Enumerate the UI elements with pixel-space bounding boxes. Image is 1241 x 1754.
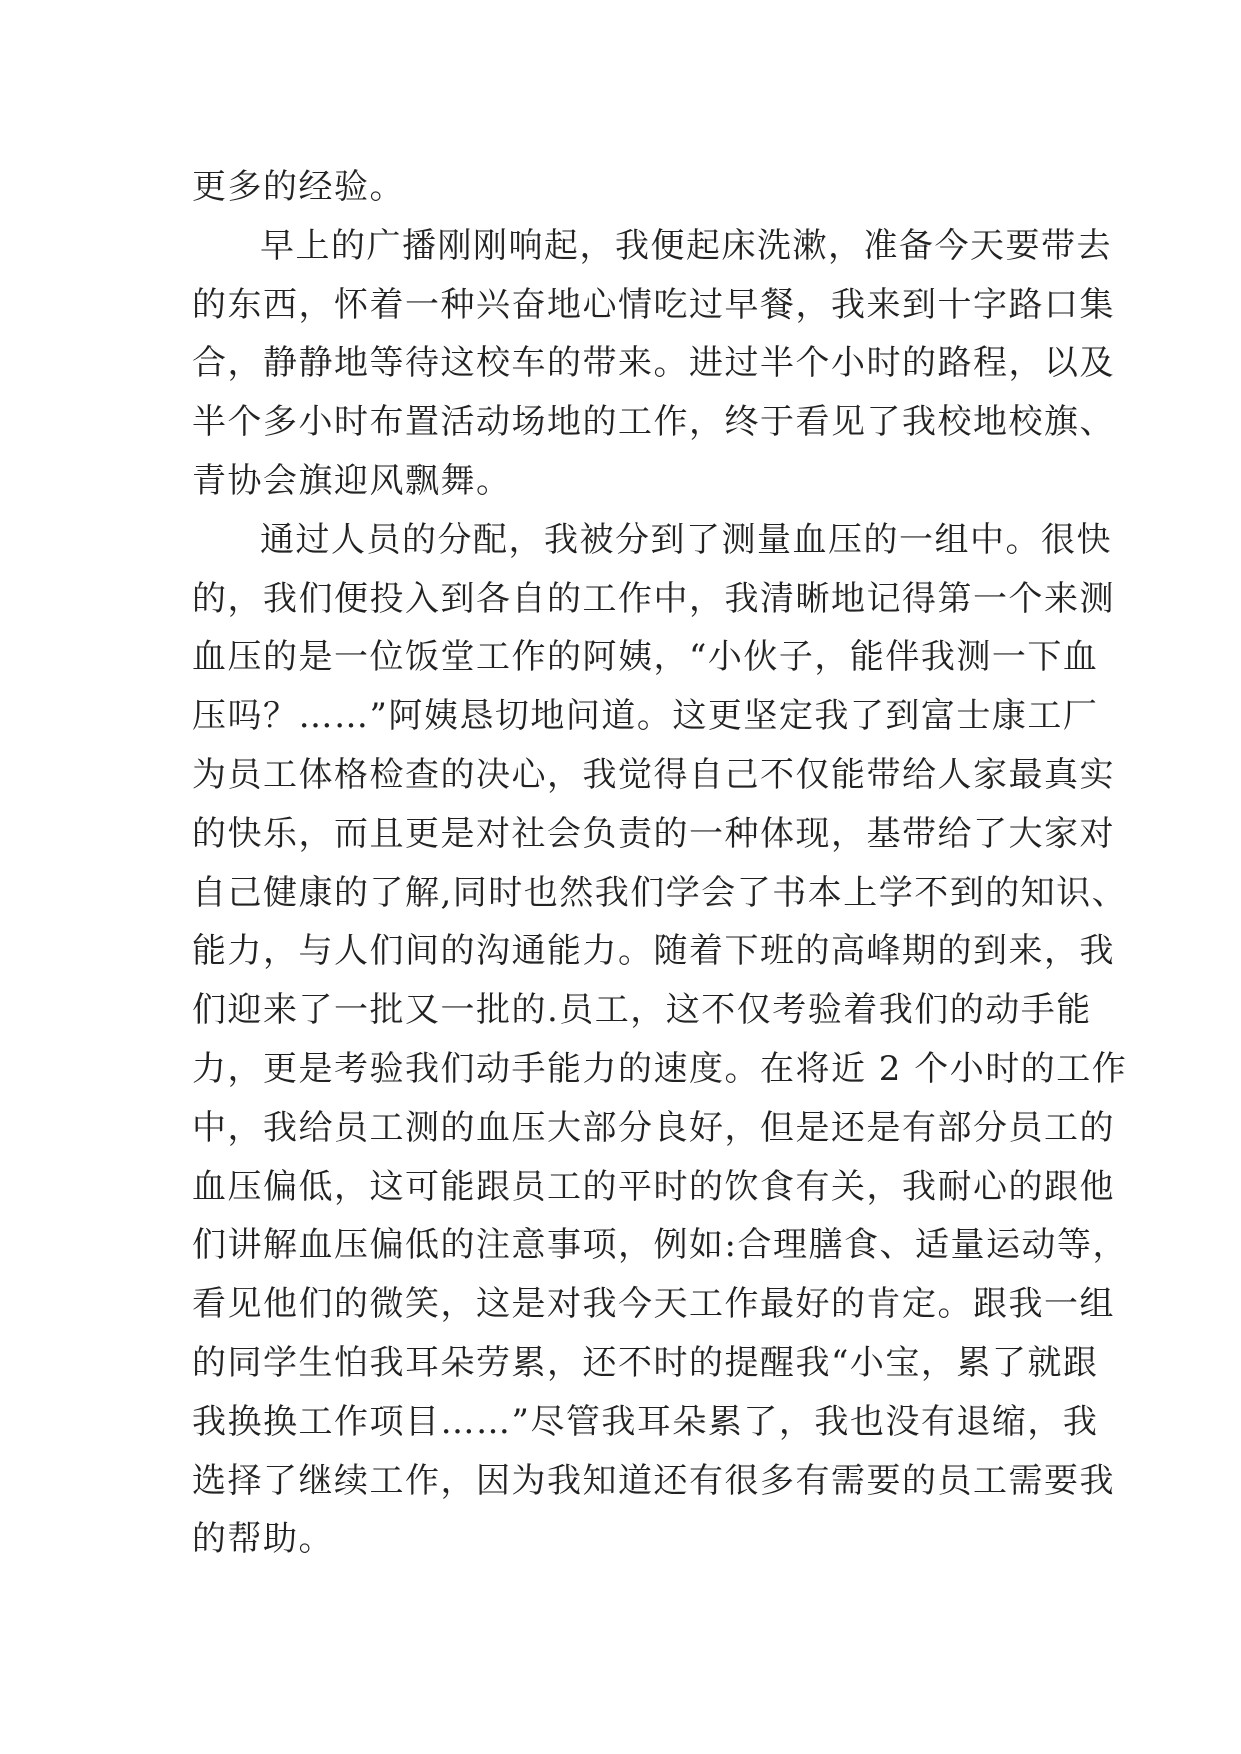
text-line: 为员工体格检查的决心，我觉得自己不仅能带给人家最真实 xyxy=(192,754,1115,795)
text-line: 的帮助。 xyxy=(192,1519,334,1560)
text-line: 压吗？……”阿姨恳切地问道。这更坚定我了到富士康工厂 xyxy=(192,696,1099,737)
paragraph-first-line: 通过人员的分配，我被分到了测量血压的一组中。很快 xyxy=(260,519,1112,560)
text-line: 半个多小时布置活动场地的工作，终于看见了我校地校旗、 xyxy=(192,402,1115,443)
text-line: 看见他们的微笑，这是对我今天工作最好的肯定。跟我一组 xyxy=(192,1284,1115,1325)
text-line: 自己健康的了解,同时也然我们学会了书本上学不到的知识、 xyxy=(192,872,1128,913)
text-line: 中，我给员工测的血压大部分良好，但是还是有部分员工的 xyxy=(192,1107,1115,1148)
text-line: 合，静静地等待这校车的带来。进过半个小时的路程，以及 xyxy=(192,343,1115,384)
text-line: 的快乐，而且更是对社会负责的一种体现，基带给了大家对 xyxy=(192,813,1115,854)
text-line: 青协会旗迎风飘舞。 xyxy=(192,460,512,501)
text-line: 们迎来了一批又一批的.员工，这不仅考验着我们的动手能 xyxy=(192,990,1092,1031)
paragraph-first-line: 早上的广播刚刚响起，我便起床洗漱，准备今天要带去 xyxy=(260,225,1112,266)
document-body xyxy=(192,158,1128,1569)
text-line: 更多的经验。 xyxy=(192,167,405,207)
text-line: 力，更是考验我们动手能力的速度。在将近 2 个小时的工作 xyxy=(192,1048,1128,1089)
text-line: 的，我们便投入到各自的工作中，我清晰地记得第一个来测 xyxy=(192,578,1115,619)
text-line: 我换换工作项目……”尽管我耳朵累了，我也没有退缩，我 xyxy=(192,1401,1099,1442)
text-line: 能力，与人们间的沟通能力。随着下班的高峰期的到来，我 xyxy=(192,931,1115,972)
text-line: 的东西，怀着一种兴奋地心情吃过早餐，我来到十字路口集 xyxy=(192,284,1115,325)
text-line: 血压偏低，这可能跟员工的平时的饮食有关，我耐心的跟他 xyxy=(192,1166,1115,1207)
text-line: 血压的是一位饭堂工作的阿姨，“小伙子，能伴我测一下血 xyxy=(192,637,1099,678)
text-line: 的同学生怕我耳朵劳累，还不时的提醒我“小宝，累了就跟 xyxy=(192,1342,1099,1383)
text-line: 们讲解血压偏低的注意事项，例如:合理膳食、适量运动等， xyxy=(192,1225,1128,1266)
text-line: 选择了继续工作，因为我知道还有很多有需要的员工需要我 xyxy=(192,1460,1115,1501)
